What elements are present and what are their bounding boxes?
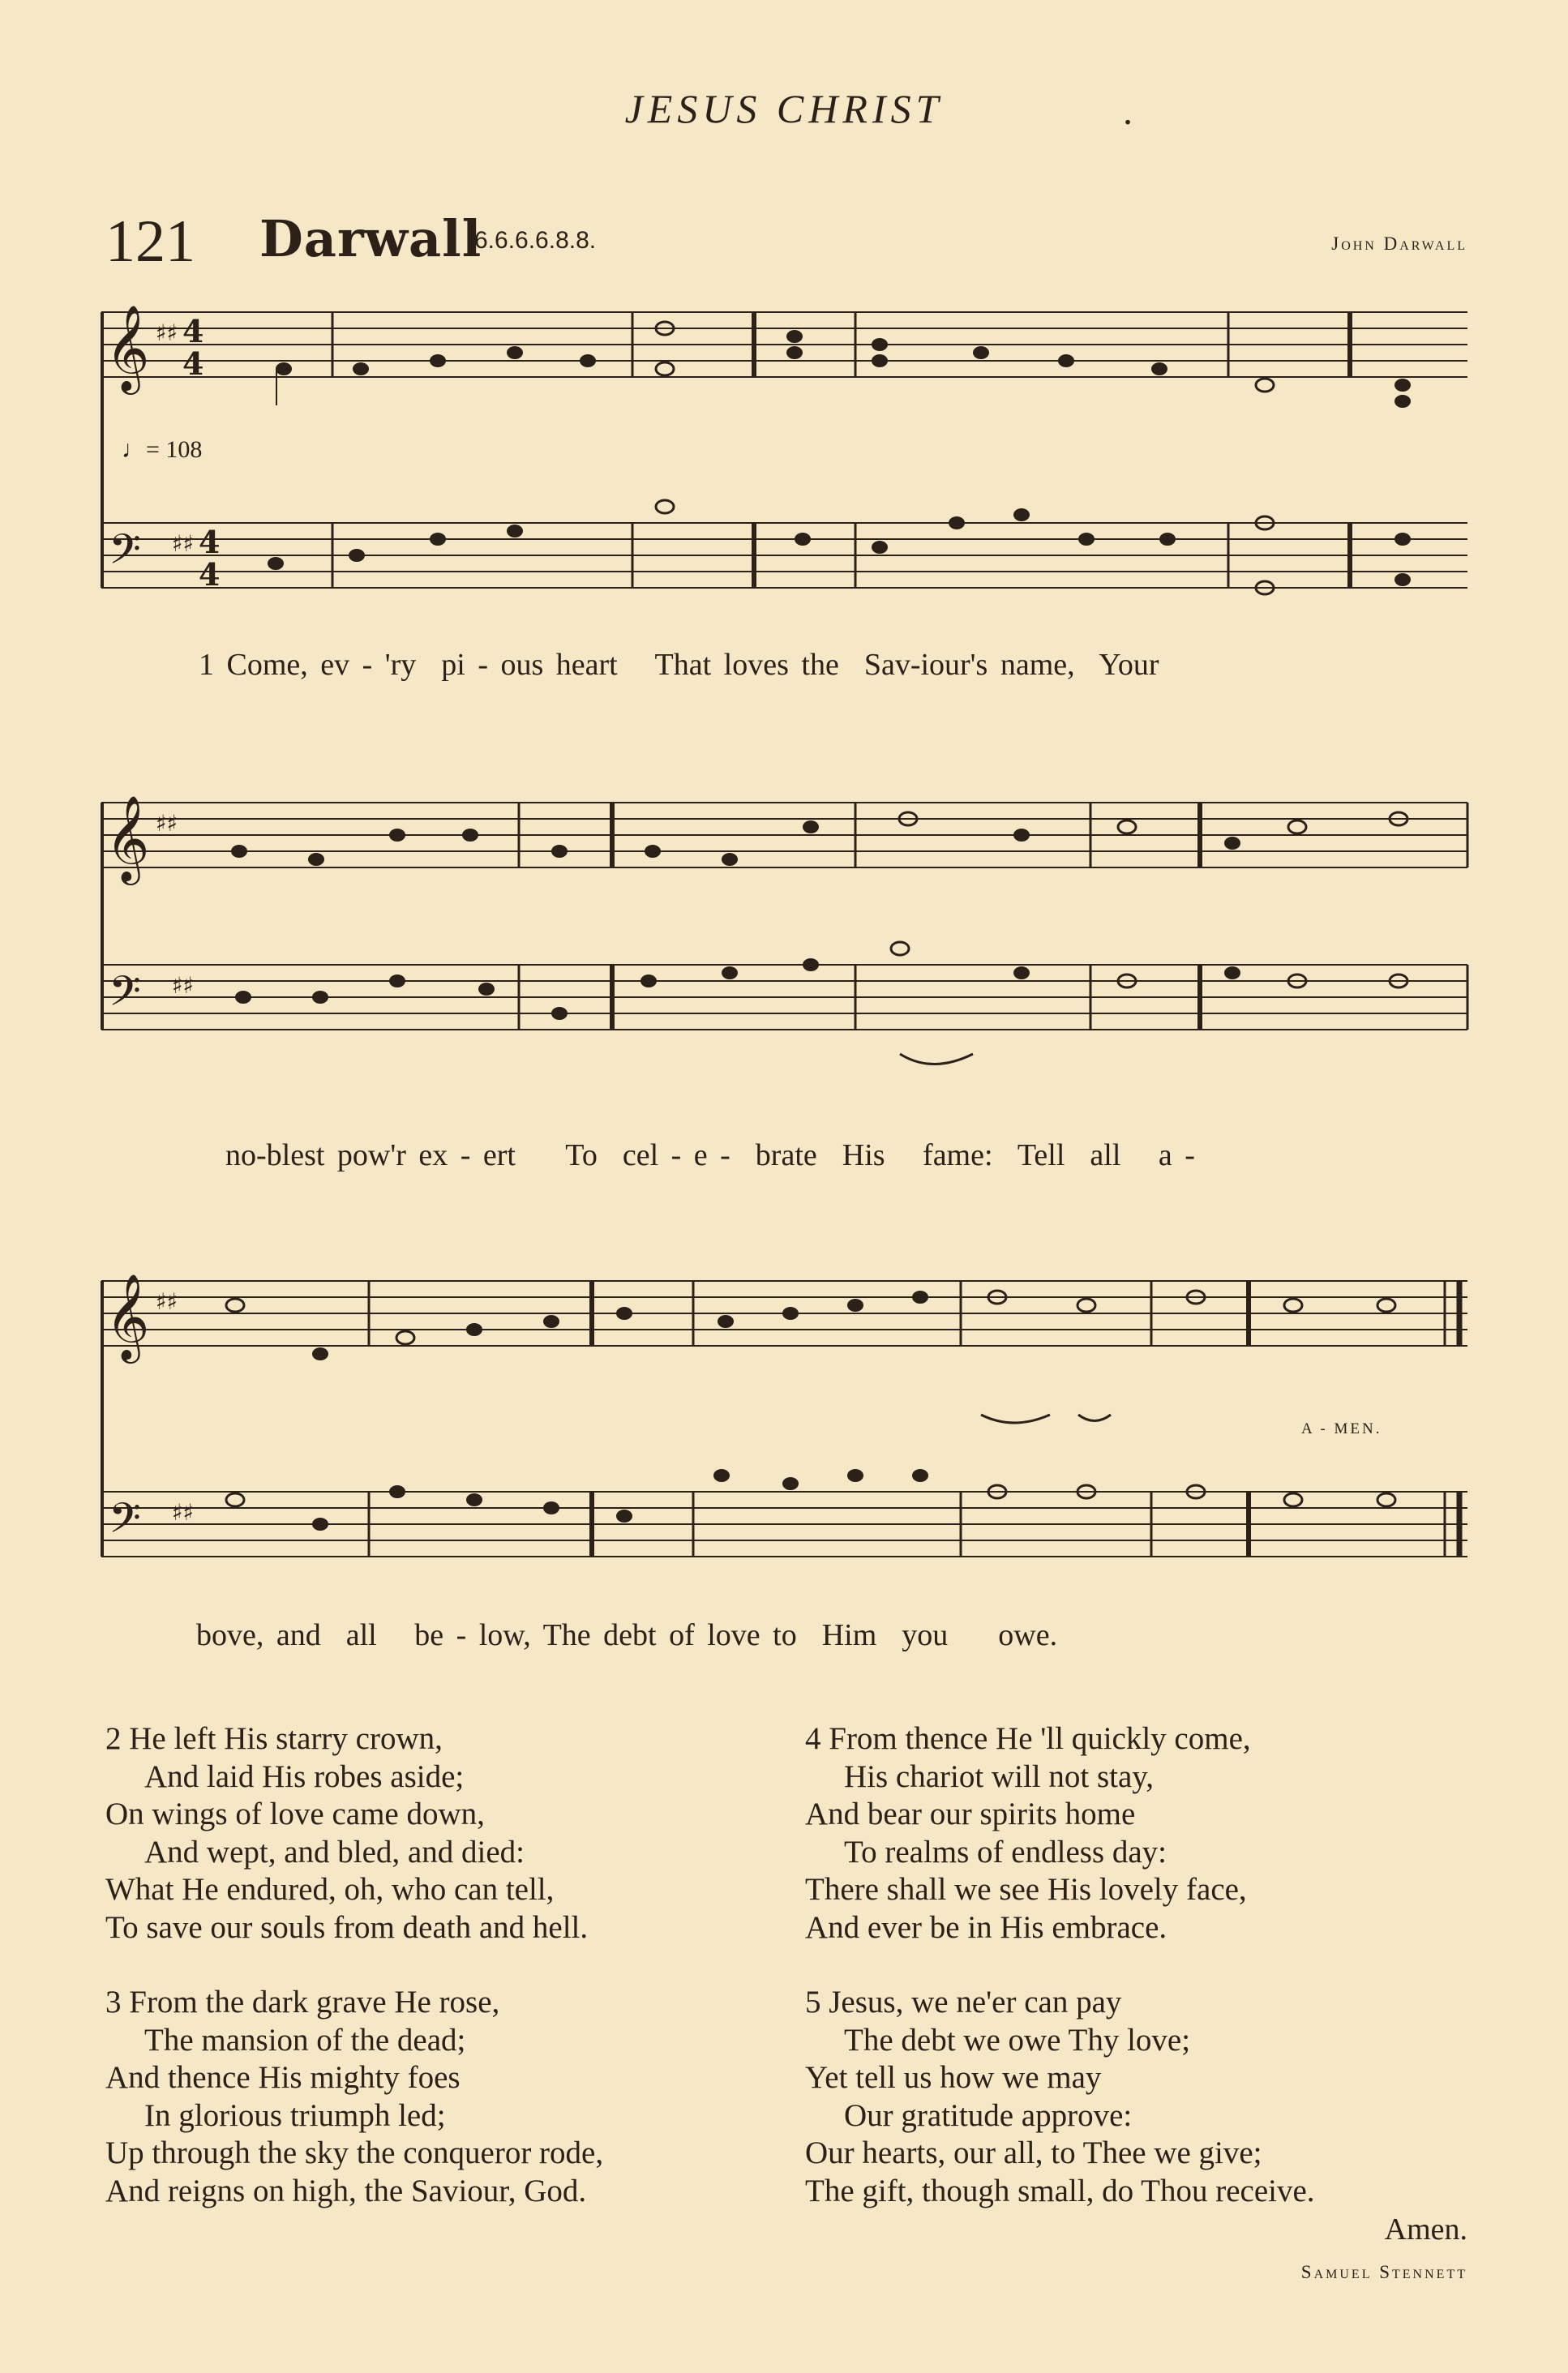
score-system-3 [97,1244,1472,1601]
barlines [332,312,1350,588]
lyric-line-2: no-blest pow'r ex - ert To cel - e - brate His fame: Tell all a - [225,1138,1195,1172]
meter: 6.6.6.6.8.8. [474,227,597,254]
svg-text:♯♯: ♯♯ [172,972,195,999]
closing-amen: Amen. [1384,2212,1467,2247]
svg-text:♯♯: ♯♯ [172,1499,195,1526]
music-system-2 [97,766,1472,1115]
verse-4 [805,1720,1315,1947]
verse-3 [105,1984,603,2210]
verse-line: In glorious triumph led; [144,2097,446,2133]
treble-clef-icon: 𝄞 [105,795,150,881]
svg-text:♯♯: ♯♯ [156,1288,178,1315]
verses-left-column [105,1720,603,2247]
verse-line: Yet tell us how we may [805,2060,1102,2095]
score-system-1 [97,292,1472,649]
verse-line: Our gratitude approve: [844,2097,1133,2133]
time-signature-bottom: 4 [182,345,204,382]
bass-staff [101,523,1467,588]
time-signature-top: 4 [182,313,204,349]
verse-line: To realms of endless day: [844,1834,1167,1870]
score-system-2 [97,766,1472,1115]
lyric-line-1: 1 Come, ev - 'ry pi - ous heart That loves the Sav-iour's name, Your [199,648,1159,682]
verse-line: The gift, though small, do Thou receive. [805,2173,1315,2208]
tempo-marking: ♩= 108 [122,436,203,463]
key-signature-sharps: ♯♯ [156,319,178,346]
music-system-3 [97,1244,1472,1601]
bass-clef-icon: 𝄢 [109,525,141,584]
verse-line: 4 From thence He 'll quickly come, [805,1721,1251,1756]
tie-mark [900,1054,973,1064]
verse-line: What He endured, oh, who can tell, [105,1872,555,1907]
verse-line: And laid His robes aside; [144,1758,465,1794]
hymn-number: 121 [105,208,195,275]
composer: John Darwall [1331,233,1467,254]
verse-line: And wept, and bled, and died: [144,1834,525,1870]
verse-5 [805,1984,1315,2210]
bass-time-bottom: 4 [199,556,221,593]
bass-key-signature-sharps: ♯♯ [172,530,195,557]
tune-name: Darwall [259,209,482,268]
verse-line: 5 Jesus, we ne'er can pay [805,1985,1122,2020]
treble-clef-icon: 𝄞 [105,1273,150,1360]
verse-line: The debt we owe Thy love; [844,2022,1191,2058]
notes [268,322,1410,594]
verse-2 [105,1720,603,1947]
author-credit: Samuel Stennett [1300,2262,1467,2282]
treble-clef-icon: 𝄞 [105,304,150,391]
bass-time-top: 4 [199,524,221,560]
verse-line: 3 From the dark grave He rose, [105,1985,500,2020]
verse-line: His chariot will not stay, [844,1758,1155,1794]
verse-line: 2 He left His starry crown, [105,1721,443,1756]
svg-text:♯♯: ♯♯ [156,810,178,837]
bass-clef-icon: 𝄢 [109,966,141,1026]
bass-clef-icon: 𝄢 [109,1493,141,1553]
verse-line: The mansion of the dead; [144,2022,466,2058]
lyric-line-3: bove, and all be - low, The debt of love to Him you owe. [196,1618,1058,1652]
amen-sung-label: A - MEN. [1301,1420,1382,1437]
verse-line: And bear our spirits home [805,1797,1136,1831]
verse-line: And ever be in His embrace. [805,1909,1167,1945]
treble-staff [101,312,1467,377]
verse-line: To save our souls from death and hell. [105,1909,589,1945]
music-system-1 [97,292,1472,649]
verse-line: And thence His mighty foes [105,2060,461,2095]
verse-line: Our hearts, our all, to Thee we give; [805,2135,1262,2170]
section-title: JESUS CHRIST [624,86,944,131]
verse-line: And reigns on high, the Saviour, God. [105,2173,587,2208]
verses-right-column [805,1720,1315,2247]
verse-line: There shall we see His lovely face, [805,1872,1247,1907]
verse-line: On wings of love came down, [105,1797,485,1831]
header-mark: . [1123,90,1133,133]
verse-line: Up through the sky the conqueror rode, [105,2135,604,2170]
